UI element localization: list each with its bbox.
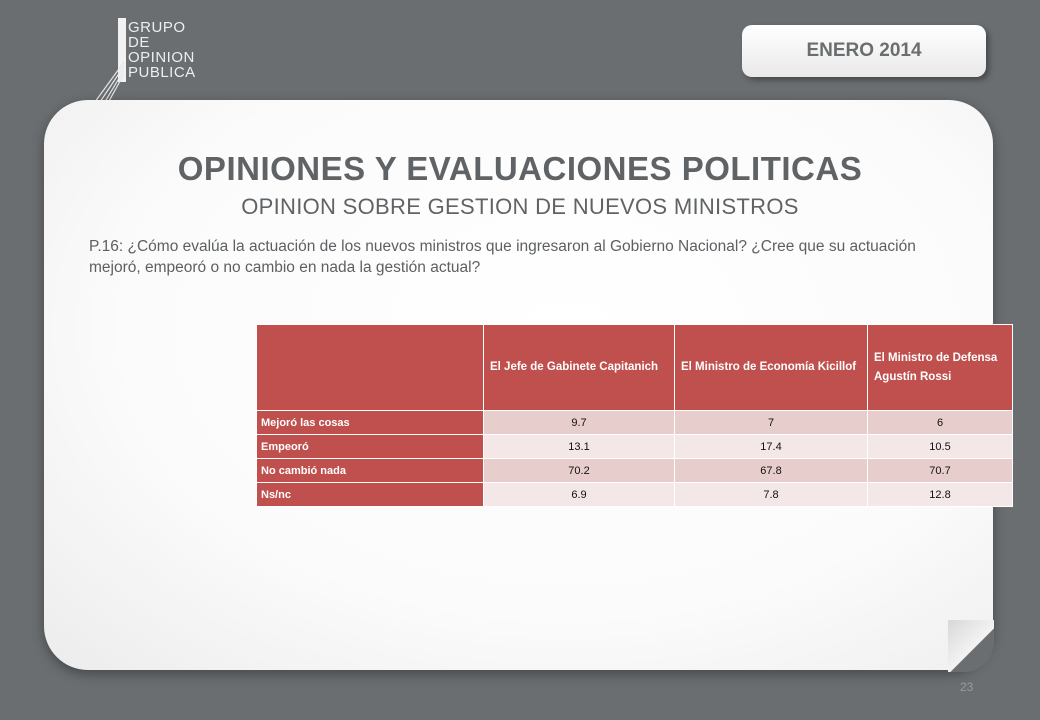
logo-line: GRUPO [128,19,186,36]
table-cell: 9.7 [484,411,675,435]
row-label: Empeoró [257,435,484,459]
row-label: No cambió nada [257,459,484,483]
results-table [256,324,1013,507]
page-subtitle: OPINION SOBRE GESTION DE NUEVOS MINISTROS [241,194,799,219]
table-cell: 17.4 [675,435,868,459]
row-label: Mejoró las cosas [257,411,484,435]
logo-line: PUBLICA [128,64,196,81]
table-cell: 70.2 [484,459,675,483]
table-cell: 70.7 [868,459,1013,483]
logo-line: OPINION [128,49,195,66]
table-header-rossi: El Ministro de Defensa Agustín Rossi [868,325,1013,411]
row-label: Ns/nc [257,483,484,507]
table-row [257,411,1013,435]
table-row [257,459,1013,483]
table-cell: 7 [675,411,868,435]
table-header-kicillof: El Ministro de Economía Kicillof [675,325,868,411]
survey-question: P.16: ¿Cómo evalúa la actuación de los nuevos ministros que ingresaron al Gobierno Nacional? ¿Cree que su actuación mejoró, empeoró o no cambio en nada la gestión actual? [89,238,916,276]
logo-line: DE [128,34,150,51]
page-curl [948,620,994,672]
table-header-row [257,325,1013,411]
table-row [257,435,1013,459]
table-header-empty [257,325,484,411]
table-cell: 6.9 [484,483,675,507]
date-badge: ENERO 2014 [742,25,986,77]
table-header-capitanich: El Jefe de Gabinete Capitanich [484,325,675,411]
table-cell: 10.5 [868,435,1013,459]
logo [88,10,208,110]
table-cell: 12.8 [868,483,1013,507]
logo-text [128,20,196,80]
table-row [257,483,1013,507]
table-cell: 7.8 [675,483,868,507]
table-cell: 13.1 [484,435,675,459]
page-number: 23 [960,680,974,694]
page-title: OPINIONES Y EVALUACIONES POLITICAS [177,150,863,187]
table-cell: 6 [868,411,1013,435]
table-cell: 67.8 [675,459,868,483]
